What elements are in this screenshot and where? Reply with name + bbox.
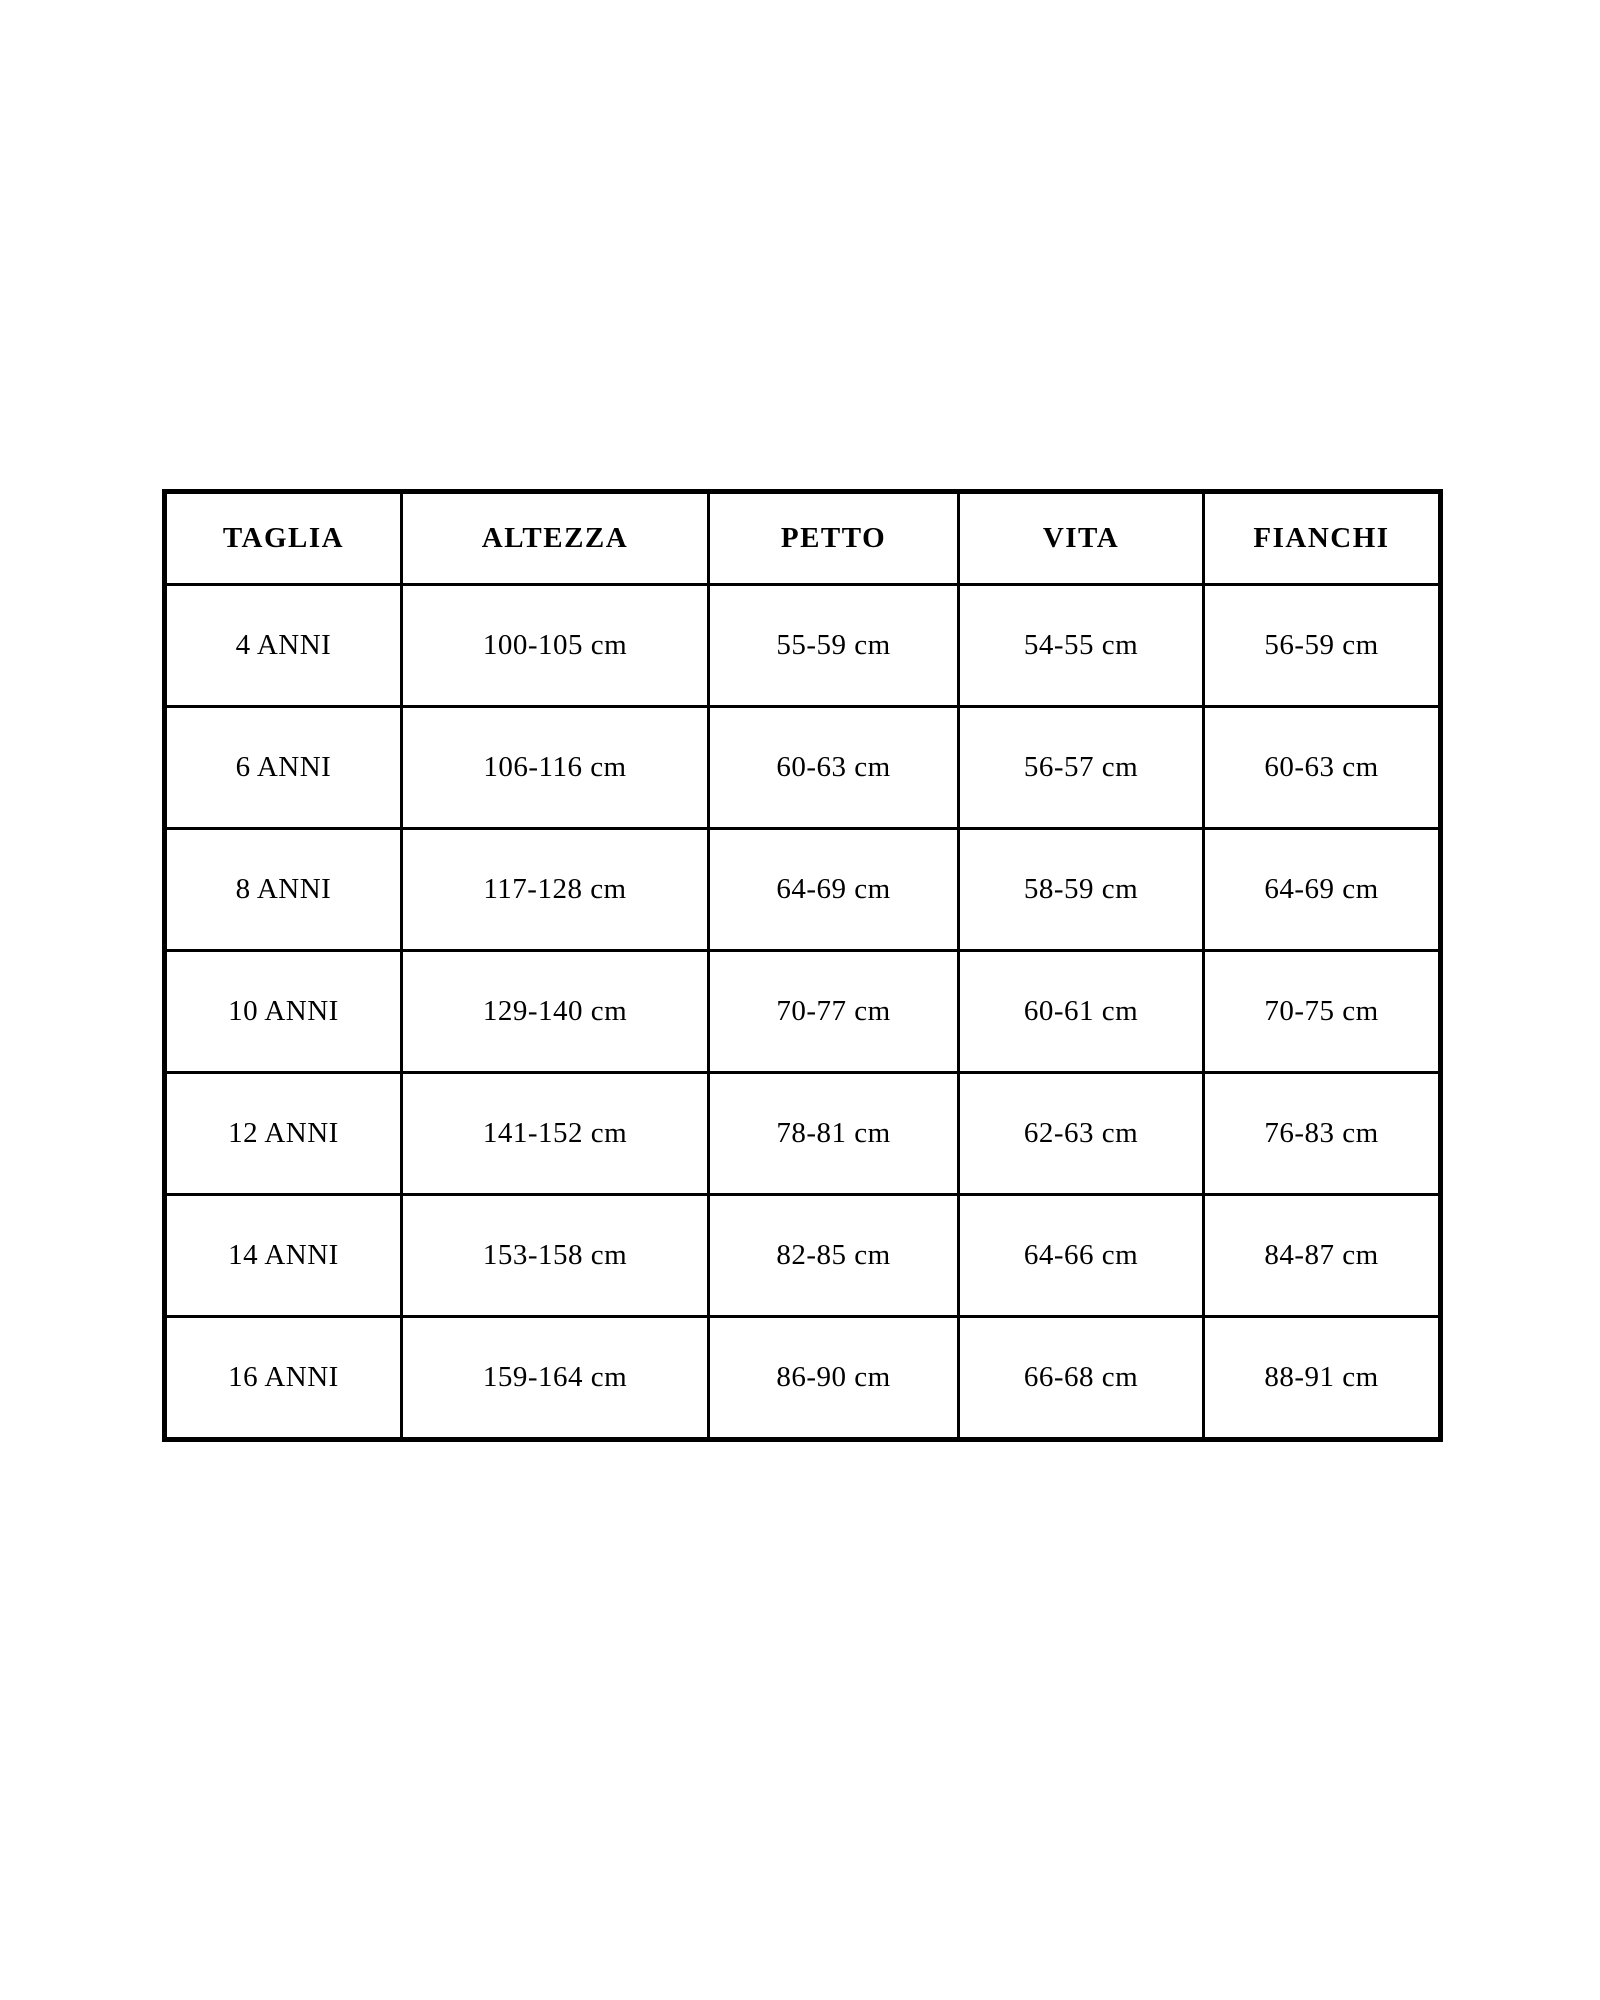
- table-row: [165, 951, 1441, 1073]
- measurement-cell: 76-83 cm: [1204, 1073, 1441, 1195]
- measurement-cell: 82-85 cm: [709, 1195, 959, 1317]
- measurement-cell: 55-59 cm: [709, 585, 959, 707]
- measurement-cell: 70-75 cm: [1204, 951, 1441, 1073]
- table-row: [165, 707, 1441, 829]
- measurement-cell: 56-57 cm: [959, 707, 1204, 829]
- column-header-fianchi: FIANCHI: [1204, 492, 1441, 585]
- measurement-cell: 66-68 cm: [959, 1317, 1204, 1440]
- measurement-cell: 54-55 cm: [959, 585, 1204, 707]
- column-header-vita: VITA: [959, 492, 1204, 585]
- measurement-cell: 58-59 cm: [959, 829, 1204, 951]
- size-chart-body: [165, 585, 1441, 1440]
- measurement-cell: 64-69 cm: [709, 829, 959, 951]
- measurement-cell: 64-69 cm: [1204, 829, 1441, 951]
- size-label-cell: 6 ANNI: [165, 707, 402, 829]
- column-header-altezza: ALTEZZA: [402, 492, 709, 585]
- measurement-cell: 86-90 cm: [709, 1317, 959, 1440]
- measurement-cell: 78-81 cm: [709, 1073, 959, 1195]
- size-chart-table: [162, 489, 1443, 1442]
- size-chart-header: [165, 492, 1441, 585]
- measurement-cell: 62-63 cm: [959, 1073, 1204, 1195]
- measurement-cell: 106-116 cm: [402, 707, 709, 829]
- measurement-cell: 70-77 cm: [709, 951, 959, 1073]
- measurement-cell: 60-61 cm: [959, 951, 1204, 1073]
- measurement-cell: 60-63 cm: [709, 707, 959, 829]
- measurement-cell: 129-140 cm: [402, 951, 709, 1073]
- measurement-cell: 64-66 cm: [959, 1195, 1204, 1317]
- measurement-cell: 141-152 cm: [402, 1073, 709, 1195]
- table-row: [165, 1073, 1441, 1195]
- measurement-cell: 88-91 cm: [1204, 1317, 1441, 1440]
- measurement-cell: 84-87 cm: [1204, 1195, 1441, 1317]
- measurement-cell: 60-63 cm: [1204, 707, 1441, 829]
- header-row: [165, 492, 1441, 585]
- size-label-cell: 14 ANNI: [165, 1195, 402, 1317]
- measurement-cell: 117-128 cm: [402, 829, 709, 951]
- size-label-cell: 4 ANNI: [165, 585, 402, 707]
- column-header-petto: PETTO: [709, 492, 959, 585]
- measurement-cell: 56-59 cm: [1204, 585, 1441, 707]
- size-label-cell: 8 ANNI: [165, 829, 402, 951]
- table-row: [165, 1195, 1441, 1317]
- measurement-cell: 159-164 cm: [402, 1317, 709, 1440]
- size-label-cell: 16 ANNI: [165, 1317, 402, 1440]
- size-label-cell: 12 ANNI: [165, 1073, 402, 1195]
- table-row: [165, 585, 1441, 707]
- measurement-cell: 153-158 cm: [402, 1195, 709, 1317]
- table-row: [165, 1317, 1441, 1440]
- size-label-cell: 10 ANNI: [165, 951, 402, 1073]
- column-header-taglia: TAGLIA: [165, 492, 402, 585]
- measurement-cell: 100-105 cm: [402, 585, 709, 707]
- table-row: [165, 829, 1441, 951]
